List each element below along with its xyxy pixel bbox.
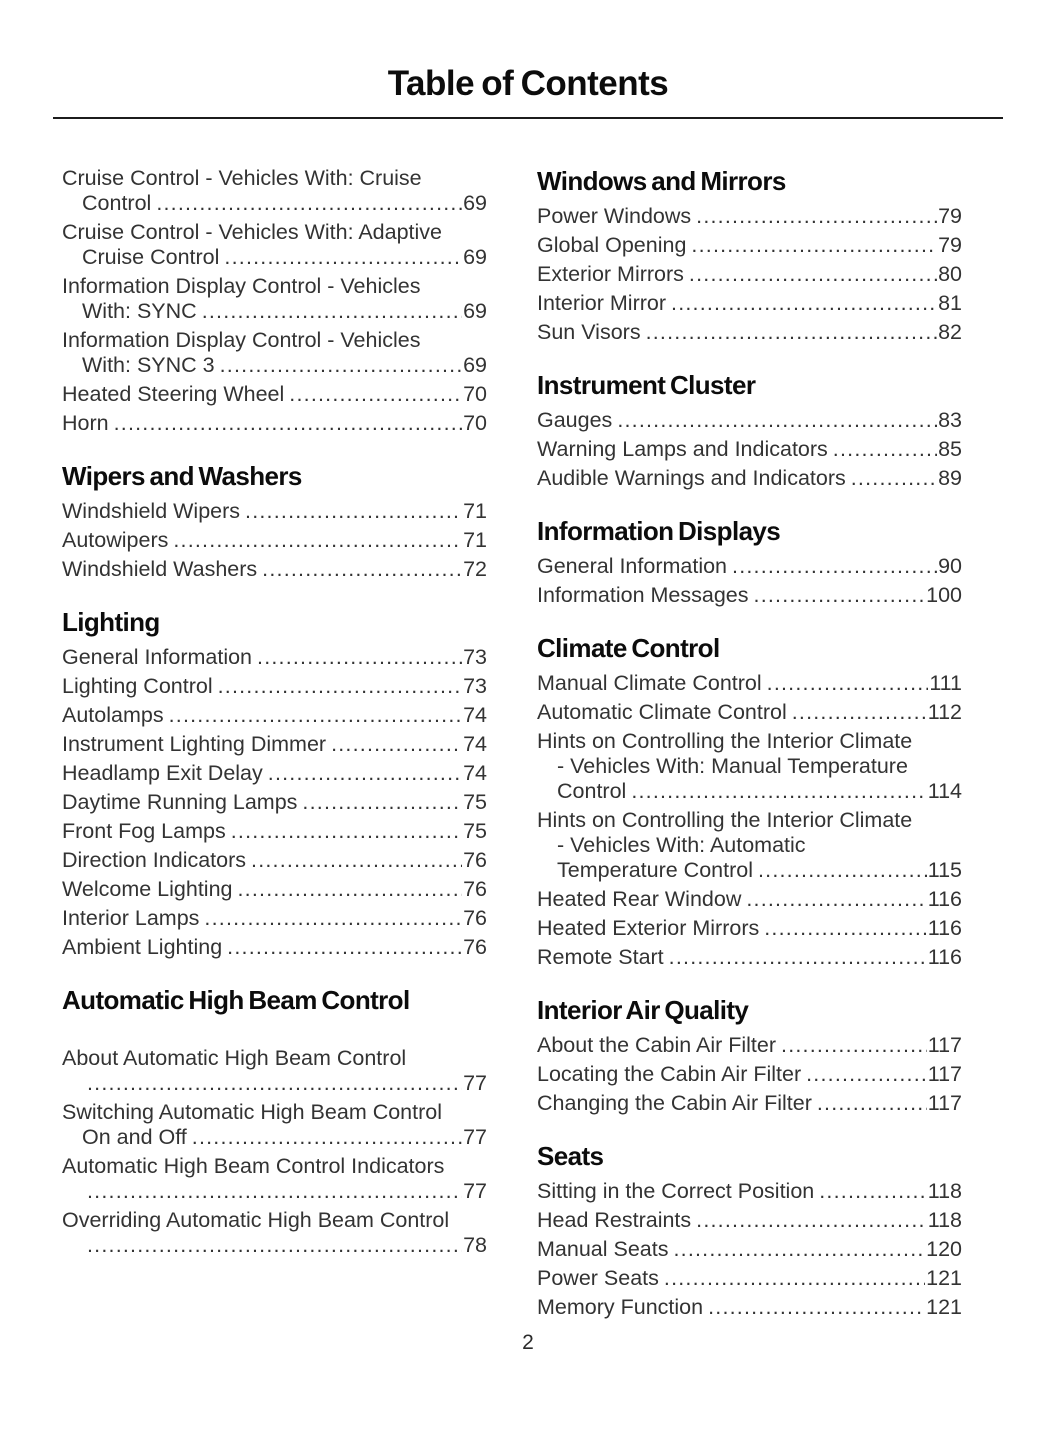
toc-entry-leader-line — [62, 674, 487, 699]
toc-entry-text: Headlamp Exit Delay — [62, 761, 263, 785]
toc-entry-text: Manual Climate Control — [537, 671, 762, 695]
toc-entry-page-number: 118 — [927, 1208, 962, 1232]
toc-entry — [62, 1154, 487, 1204]
toc-entry-leader-line — [62, 299, 487, 324]
toc-entry-page-number: 117 — [927, 1091, 962, 1115]
toc-entry — [62, 166, 487, 216]
toc-entry-page-number: 71 — [463, 528, 487, 552]
toc-entry — [537, 204, 962, 229]
toc-entry-page-number: 73 — [463, 674, 487, 698]
leader-dots — [268, 761, 462, 786]
toc-entry — [537, 1208, 962, 1233]
leader-dots — [696, 1208, 927, 1233]
toc-entry-leader-line — [537, 1033, 962, 1058]
toc-entry-leader-line — [537, 583, 962, 608]
toc-entry-leader-line — [537, 1091, 962, 1116]
toc-entry-page-number: 82 — [938, 320, 962, 344]
toc-entry-leader-line — [62, 703, 487, 728]
toc-entry-leader-line — [62, 819, 487, 844]
toc-entry — [62, 528, 487, 553]
toc-entry-leader-line — [62, 935, 487, 960]
toc-entry-leader-line — [537, 1295, 962, 1320]
leader-dots — [202, 299, 462, 324]
toc-entry — [537, 1091, 962, 1116]
toc-entry-text: Cruise Control - Vehicles With: Adaptive — [62, 220, 442, 244]
toc-entry-leader-line — [537, 887, 962, 912]
leader-dots — [673, 1237, 925, 1262]
leader-dots — [87, 1179, 462, 1204]
toc-entry-text: Head Restraints — [537, 1208, 692, 1232]
toc-entry — [537, 808, 962, 883]
toc-entry-leader-line — [537, 858, 962, 883]
toc-entry-text: Audible Warnings and Indicators — [537, 466, 846, 490]
toc-entry-text: - Vehicles With: Automatic — [557, 833, 806, 857]
toc-entry-leader-line — [62, 848, 487, 873]
toc-entry-text: Switching Automatic High Beam Control — [62, 1100, 443, 1124]
toc-entry — [62, 274, 487, 324]
toc-entry-text: Sun Visors — [537, 320, 641, 344]
toc-entry — [537, 262, 962, 287]
leader-dots — [758, 858, 927, 883]
toc-entry — [537, 700, 962, 725]
leader-dots — [746, 887, 926, 912]
leader-dots — [192, 1125, 462, 1150]
toc-entry — [62, 906, 487, 931]
toc-entry-page-number: 74 — [463, 761, 487, 785]
leader-dots — [302, 790, 462, 815]
toc-entry-text: Direction Indicators — [62, 848, 247, 872]
toc-entry-text: Instrument Lighting Dimmer — [62, 732, 327, 756]
toc-entry — [537, 671, 962, 696]
section-heading: Seats — [537, 1141, 604, 1171]
leader-dots — [767, 671, 929, 696]
leader-dots — [114, 411, 462, 436]
toc-entry-text: Windshield Washers — [62, 557, 258, 581]
toc-entry — [62, 790, 487, 815]
toc-entry-page-number: 69 — [463, 299, 487, 323]
section-heading: Climate Control — [537, 633, 720, 663]
toc-entry-leader-line — [537, 700, 962, 725]
leader-dots — [631, 779, 926, 804]
toc-entry — [62, 877, 487, 902]
toc-entry-leader-line — [537, 779, 962, 804]
toc-entry-page-number: 116 — [927, 887, 962, 911]
toc-entry-page-number: 121 — [926, 1295, 962, 1319]
toc-entry — [62, 703, 487, 728]
leader-dots — [691, 233, 937, 258]
section-heading: Information Displays — [537, 516, 781, 546]
toc-entry — [62, 328, 487, 378]
toc-entry-text: Information Display Control - Vehicles — [62, 274, 421, 298]
toc-entry — [537, 1295, 962, 1320]
toc-entry-text: On and Off — [82, 1125, 187, 1149]
toc-entry-leader-line — [537, 233, 962, 258]
toc-entry — [537, 320, 962, 345]
toc-entry — [537, 437, 962, 462]
toc-entry-text: Sitting in the Correct Position — [537, 1179, 815, 1203]
leader-dots — [224, 245, 462, 270]
toc-entry-text: General Information — [537, 554, 728, 578]
toc-entry-leader-line — [537, 437, 962, 462]
toc-entry-page-number: 114 — [927, 779, 962, 803]
toc-entry-leader-line — [62, 245, 487, 270]
leader-dots — [792, 700, 927, 725]
toc-entry-text: Changing the Cabin Air Filter — [537, 1091, 812, 1115]
toc-entry-text: - Vehicles With: Manual Temperature — [557, 754, 908, 778]
toc-entry — [62, 411, 487, 436]
toc-entry — [537, 1266, 962, 1291]
toc-entry-leader-line — [62, 761, 487, 786]
toc-entry-text: Hints on Controlling the Interior Climate — [537, 729, 913, 753]
toc-entry-leader-line — [62, 499, 487, 524]
toc-entry-text: Welcome Lighting — [62, 877, 233, 901]
toc-entry-page-number: 80 — [938, 262, 962, 286]
toc-entry-leader-line — [62, 645, 487, 670]
toc-entry-page-number: 74 — [463, 732, 487, 756]
leader-dots — [169, 703, 462, 728]
toc-entry-leader-line — [537, 1208, 962, 1233]
toc-entry-text: Interior Lamps — [62, 906, 200, 930]
leader-dots — [220, 353, 462, 378]
toc-entry-text: Cruise Control - Vehicles With: Cruise — [62, 166, 422, 190]
section-heading: Lighting — [62, 607, 160, 637]
toc-entry-page-number: 77 — [463, 1071, 487, 1095]
toc-entry-page-number: 81 — [938, 291, 962, 315]
toc-entry-leader-line — [62, 382, 487, 407]
toc-entry — [537, 233, 962, 258]
toc-entry — [537, 1237, 962, 1262]
toc-entry-leader-line — [62, 790, 487, 815]
toc-entry-text: Control — [557, 779, 627, 803]
toc-entry-text: General Information — [62, 645, 253, 669]
toc-entry — [537, 466, 962, 491]
toc-entry-leader-line — [537, 262, 962, 287]
toc-entry-page-number: 79 — [938, 204, 962, 228]
leader-dots — [754, 583, 926, 608]
toc-entry-text: Heated Exterior Mirrors — [537, 916, 760, 940]
toc-entry — [62, 935, 487, 960]
toc-entry-leader-line — [62, 191, 487, 216]
toc-entry-leader-line — [537, 1266, 962, 1291]
toc-entry-text: Hints on Controlling the Interior Climate — [537, 808, 913, 832]
toc-entry-page-number: 118 — [927, 1179, 962, 1203]
leader-dots — [781, 1033, 927, 1058]
toc-entry-page-number: 89 — [938, 466, 962, 490]
toc-entry-page-number: 120 — [926, 1237, 962, 1261]
leader-dots — [218, 674, 462, 699]
leader-dots — [227, 935, 462, 960]
toc-entry-page-number: 78 — [463, 1233, 487, 1257]
leader-dots — [173, 528, 462, 553]
toc-entry-page-number: 112 — [927, 700, 962, 724]
toc-entry-page-number: 111 — [929, 671, 962, 695]
toc-entry-page-number: 77 — [463, 1179, 487, 1203]
toc-entry-text: Control — [82, 191, 152, 215]
toc-entry-text: Locating the Cabin Air Filter — [537, 1062, 802, 1086]
toc-entry-page-number: 115 — [927, 858, 962, 882]
toc-entry-text: Lighting Control — [62, 674, 213, 698]
toc-entry — [62, 1046, 487, 1096]
leader-dots — [817, 1091, 927, 1116]
title-divider — [53, 117, 1003, 119]
toc-entry-text: Temperature Control — [557, 858, 753, 882]
toc-entry-text: Windshield Wipers — [62, 499, 241, 523]
toc-entry-text: Power Windows — [537, 204, 692, 228]
leader-dots — [696, 204, 937, 229]
toc-entry-leader-line — [537, 408, 962, 433]
toc-entry-text: Manual Seats — [537, 1237, 669, 1261]
toc-entry-page-number: 69 — [463, 353, 487, 377]
toc-entry-text: Horn — [62, 411, 109, 435]
leader-dots — [262, 557, 462, 582]
toc-entry-leader-line — [537, 1062, 962, 1087]
leader-dots — [156, 191, 462, 216]
toc-columns — [62, 166, 1003, 1324]
leader-dots — [204, 906, 462, 931]
leader-dots — [238, 877, 463, 902]
leader-dots — [331, 732, 462, 757]
toc-entry — [62, 1208, 487, 1258]
leader-dots — [819, 1179, 926, 1204]
toc-entry-leader-line — [537, 945, 962, 970]
page-title: Table of Contents — [387, 64, 669, 103]
toc-entry-page-number: 69 — [463, 245, 487, 269]
toc-entry-page-number: 70 — [463, 411, 487, 435]
toc-entry — [537, 1062, 962, 1087]
toc-entry-leader-line — [62, 528, 487, 553]
toc-column-left — [62, 166, 487, 1324]
toc-entry-leader-line — [537, 671, 962, 696]
toc-entry-text: Automatic High Beam Control Indicators — [62, 1154, 445, 1178]
toc-entry-text: Heated Steering Wheel — [62, 382, 285, 406]
toc-entry-text: Remote Start — [537, 945, 664, 969]
toc-entry-page-number: 76 — [463, 906, 487, 930]
toc-entry-leader-line — [62, 1179, 487, 1204]
toc-entry-page-number: 100 — [926, 583, 962, 607]
toc-entry-page-number: 70 — [463, 382, 487, 406]
toc-entry-leader-line — [62, 906, 487, 931]
leader-dots — [833, 437, 937, 462]
page-number: 2 — [522, 1331, 534, 1354]
toc-entry-page-number: 117 — [927, 1062, 962, 1086]
toc-entry — [62, 761, 487, 786]
leader-dots — [646, 320, 938, 345]
toc-entry-text: About Automatic High Beam Control — [62, 1046, 407, 1070]
toc-entry — [537, 945, 962, 970]
section-heading: Interior Air Quality — [537, 995, 749, 1025]
toc-entry-leader-line — [62, 557, 487, 582]
toc-entry-leader-line — [537, 1237, 962, 1262]
leader-dots — [708, 1295, 925, 1320]
toc-entry-leader-line — [537, 1179, 962, 1204]
toc-entry-leader-line — [537, 204, 962, 229]
toc-entry-page-number: 85 — [938, 437, 962, 461]
toc-entry-page-number: 90 — [938, 554, 962, 578]
leader-dots — [257, 645, 462, 670]
toc-entry-leader-line — [62, 1233, 487, 1258]
toc-entry — [537, 1033, 962, 1058]
toc-entry-page-number: 69 — [463, 191, 487, 215]
toc-entry-text: Interior Mirror — [537, 291, 667, 315]
toc-entry-page-number: 79 — [938, 233, 962, 257]
leader-dots — [289, 382, 462, 407]
toc-entry — [62, 557, 487, 582]
toc-entry-text: Information Messages — [537, 583, 749, 607]
toc-entry-text: Power Seats — [537, 1266, 659, 1290]
toc-entry-page-number: 75 — [463, 819, 487, 843]
leader-dots — [764, 916, 926, 941]
toc-entry-leader-line — [62, 732, 487, 757]
leader-dots — [87, 1071, 462, 1096]
toc-entry — [537, 291, 962, 316]
toc-entry-text: With: SYNC 3 — [82, 353, 215, 377]
section-heading: Wipers and Washers — [62, 461, 302, 491]
toc-entry — [62, 382, 487, 407]
leader-dots — [251, 848, 462, 873]
toc-entry — [537, 887, 962, 912]
toc-entry-text: Overriding Automatic High Beam Control — [62, 1208, 450, 1232]
toc-entry-page-number: 72 — [463, 557, 487, 581]
toc-entry-text: About the Cabin Air Filter — [537, 1033, 777, 1057]
toc-entry — [537, 554, 962, 579]
leader-dots — [669, 945, 927, 970]
toc-entry-page-number: 121 — [926, 1266, 962, 1290]
leader-dots — [732, 554, 937, 579]
toc-entry-page-number: 74 — [463, 703, 487, 727]
toc-entry-leader-line — [62, 1125, 487, 1150]
leader-dots — [664, 1266, 925, 1291]
toc-entry-text: Automatic Climate Control — [537, 700, 787, 724]
leader-dots — [617, 408, 937, 433]
leader-dots — [851, 466, 937, 491]
toc-entry-page-number: 116 — [927, 945, 962, 969]
toc-entry-leader-line — [62, 353, 487, 378]
toc-entry — [62, 732, 487, 757]
toc-entry-text: Heated Rear Window — [537, 887, 742, 911]
leader-dots — [806, 1062, 927, 1087]
toc-entry-page-number: 75 — [463, 790, 487, 814]
toc-entry-text: Warning Lamps and Indicators — [537, 437, 828, 461]
toc-entry-text: Global Opening — [537, 233, 687, 257]
toc-entry-text: Cruise Control — [82, 245, 220, 269]
section-heading: Windows and Mirrors — [537, 166, 786, 196]
toc-entry-leader-line — [62, 411, 487, 436]
toc-entry-page-number: 77 — [463, 1125, 487, 1149]
toc-entry-text: Daytime Running Lamps — [62, 790, 298, 814]
toc-entry — [62, 220, 487, 270]
toc-entry-page-number: 71 — [463, 499, 487, 523]
toc-entry-page-number: 116 — [927, 916, 962, 940]
leader-dots — [671, 291, 937, 316]
toc-entry — [62, 848, 487, 873]
leader-dots — [689, 262, 937, 287]
toc-entry — [62, 499, 487, 524]
toc-entry-text: Autolamps — [62, 703, 164, 727]
toc-entry-text: Autowipers — [62, 528, 169, 552]
toc-entry-leader-line — [537, 291, 962, 316]
toc-entry-text: Gauges — [537, 408, 613, 432]
toc-entry-page-number: 76 — [463, 848, 487, 872]
toc-entry-page-number: 83 — [938, 408, 962, 432]
toc-entry — [537, 916, 962, 941]
toc-entry — [62, 1100, 487, 1150]
toc-entry-page-number: 76 — [463, 935, 487, 959]
toc-entry-page-number: 76 — [463, 877, 487, 901]
toc-entry — [537, 408, 962, 433]
toc-entry-leader-line — [537, 554, 962, 579]
toc-entry-page-number: 73 — [463, 645, 487, 669]
toc-entry-leader-line — [62, 877, 487, 902]
toc-entry — [62, 819, 487, 844]
leader-dots — [231, 819, 462, 844]
toc-entry — [62, 674, 487, 699]
toc-entry-leader-line — [62, 1071, 487, 1096]
toc-column-right — [537, 166, 962, 1324]
section-heading: Automatic High Beam Control — [62, 985, 410, 1015]
toc-entry — [537, 583, 962, 608]
toc-entry-text: Information Display Control - Vehicles — [62, 328, 421, 352]
toc-entry — [537, 1179, 962, 1204]
toc-entry-text: Ambient Lighting — [62, 935, 223, 959]
section-heading: Instrument Cluster — [537, 370, 756, 400]
toc-entry-text: Front Fog Lamps — [62, 819, 226, 843]
toc-entry-leader-line — [537, 916, 962, 941]
leader-dots — [87, 1233, 462, 1258]
toc-entry-text: Memory Function — [537, 1295, 704, 1319]
toc-entry — [537, 729, 962, 804]
toc-entry — [62, 645, 487, 670]
toc-entry-text: Exterior Mirrors — [537, 262, 684, 286]
toc-entry-leader-line — [537, 466, 962, 491]
toc-entry-text: With: SYNC — [82, 299, 197, 323]
toc-entry-leader-line — [537, 320, 962, 345]
toc-entry-page-number: 117 — [927, 1033, 962, 1057]
leader-dots — [245, 499, 462, 524]
